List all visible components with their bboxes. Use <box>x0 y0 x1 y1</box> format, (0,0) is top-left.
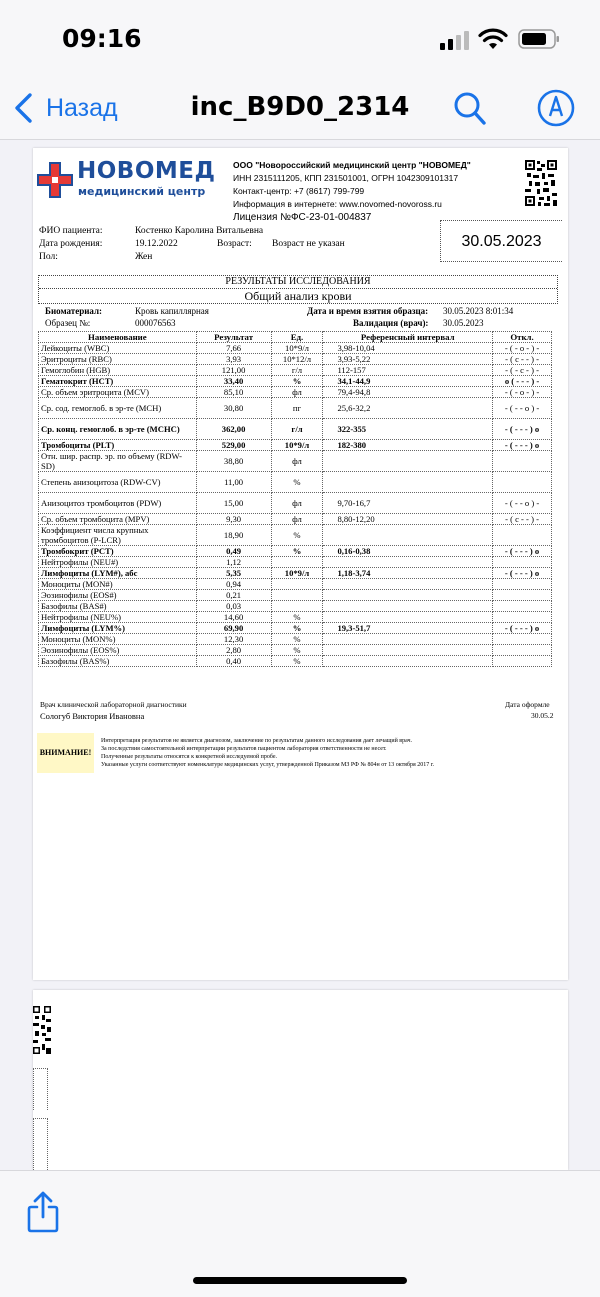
test-name: Моноциты (MON%) <box>39 634 197 645</box>
test-deviation: - ( - - - ) о <box>493 623 552 634</box>
test-unit <box>271 590 323 601</box>
test-deviation: - ( с - - ) - <box>493 354 552 365</box>
test-result: 15,00 <box>196 493 271 514</box>
test-unit: % <box>271 645 323 656</box>
test-unit: 10*9/л <box>271 440 323 451</box>
test-deviation <box>493 634 552 645</box>
warning-line: За последствия самостоятельной интерпретации результатов пациентом лаборатория ответственности не несет. <box>101 746 387 752</box>
table-row <box>39 525 552 546</box>
test-reference <box>323 634 493 645</box>
test-reference: 0,16-0,38 <box>323 546 493 557</box>
warning-line: Полученные результаты относятся к конкретной исследуемой пробе. <box>101 754 278 760</box>
warning-line: Интерпретация результатов не является диагнозом, заключение по результатам данного исследования дает лечащий врач. <box>101 738 413 744</box>
test-unit: фл <box>271 387 323 398</box>
wifi-icon <box>478 27 508 51</box>
test-name: Нейтрофилы (NEU%) <box>39 612 197 623</box>
test-result: 362,00 <box>196 419 271 440</box>
test-name: Гемоглобин (HGB) <box>39 365 197 376</box>
test-reference: 3,93-5,22 <box>323 354 493 365</box>
test-unit: 10*9/л <box>271 568 323 579</box>
test-name: Лимфоциты (LYM#), абс <box>39 568 197 579</box>
results-table <box>38 331 552 667</box>
test-deviation: - ( - с - ) - <box>493 365 552 376</box>
test-reference <box>323 451 493 472</box>
patient-dob: 19.12.2022 <box>135 239 178 249</box>
report-date: 30.05.2023 <box>440 220 562 262</box>
search-icon[interactable] <box>452 88 488 128</box>
test-reference: 9,70-16,7 <box>323 493 493 514</box>
sample-label: Образец №: <box>45 318 91 328</box>
test-unit: пг <box>271 398 323 419</box>
back-button[interactable] <box>12 90 118 126</box>
test-reference: 3,98-10,04 <box>323 343 493 354</box>
test-deviation: - ( - - о ) - <box>493 493 552 514</box>
document-title: inc_B9D0_2314 <box>190 92 410 122</box>
qr-code-icon <box>33 1006 51 1054</box>
document-page-1[interactable] <box>33 148 568 980</box>
form-date: 30.05.2 <box>531 711 554 720</box>
test-unit: фл <box>271 451 323 472</box>
test-unit: % <box>271 546 323 557</box>
test-name: Нейтрофилы (NEU#) <box>39 557 197 568</box>
org-ids: ИНН 2315111205, КПП 231501001, ОГРН 1042309101317 <box>233 173 459 183</box>
test-result: 2,80 <box>196 645 271 656</box>
table-row <box>39 612 552 623</box>
test-result: 7,66 <box>196 343 271 354</box>
patient-name-label: ФИО пациента: <box>39 226 103 236</box>
taken-label: Дата и время взятия образца: <box>307 306 429 316</box>
material-label: Биоматериал: <box>45 306 103 316</box>
test-reference: 34,1-44,9 <box>323 376 493 387</box>
taken-datetime: 30.05.2023 8:01:34 <box>443 306 514 316</box>
test-name: Лимфоциты (LYM%) <box>39 623 197 634</box>
markup-icon[interactable] <box>536 88 576 128</box>
test-result: 529,00 <box>196 440 271 451</box>
test-unit: % <box>271 623 323 634</box>
qr-code-icon <box>525 160 557 206</box>
status-time: 09:16 <box>62 24 142 53</box>
chevron-left-icon <box>12 92 34 124</box>
test-name: Отн. шир. распр. эр. по объему (RDW-SD) <box>39 451 197 472</box>
organization-info <box>233 159 471 224</box>
test-name: Эозинофилы (EOS#) <box>39 590 197 601</box>
table-row <box>39 634 552 645</box>
column-header-reference: Референсный интервал <box>323 332 493 343</box>
test-unit: % <box>271 612 323 623</box>
status-bar <box>0 0 600 80</box>
table-row <box>39 419 552 440</box>
table-row <box>39 568 552 579</box>
table-row <box>39 387 552 398</box>
test-deviation <box>493 601 552 612</box>
validation-date: 30.05.2023 <box>443 318 484 328</box>
test-deviation: - ( - - - ) о <box>493 568 552 579</box>
test-result: 12,30 <box>196 634 271 645</box>
test-deviation: - ( - о - ) - <box>493 343 552 354</box>
table-row <box>39 493 552 514</box>
table-row <box>39 472 552 493</box>
table-row <box>39 656 552 667</box>
doctor-role: Врач клинической лабораторной диагностики <box>40 700 187 709</box>
doctor-name: Сологуб Виктория Ивановна <box>40 711 145 721</box>
test-result: 5,35 <box>196 568 271 579</box>
test-deviation: - ( - - - ) о <box>493 440 552 451</box>
table-row <box>39 579 552 590</box>
empty-cell <box>33 1068 48 1110</box>
test-deviation <box>493 472 552 493</box>
test-name: Ср. сод. гемоглоб. в эр-те (MCH) <box>39 398 197 419</box>
test-unit: % <box>271 472 323 493</box>
test-unit: фл <box>271 493 323 514</box>
test-unit: % <box>271 656 323 667</box>
patient-name: Костенко Каролина Витальевна <box>135 226 264 236</box>
test-name: Ср. объем тромбоцита (MPV) <box>39 514 197 525</box>
patient-age-label: Возраст: <box>217 239 252 249</box>
test-result: 9,30 <box>196 514 271 525</box>
test-deviation <box>493 590 552 601</box>
table-header-row <box>39 332 552 343</box>
test-deviation <box>493 579 552 590</box>
test-reference <box>323 590 493 601</box>
test-deviation: - ( с - - ) - <box>493 514 552 525</box>
column-header-result: Результат <box>196 332 271 343</box>
test-result: 3,93 <box>196 354 271 365</box>
test-name: Гематокрит (HCT) <box>39 376 197 387</box>
table-row <box>39 376 552 387</box>
test-name: Ср. конц. гемоглоб. в эр-те (MCHC) <box>39 419 197 440</box>
validation-label: Валидация (врач): <box>353 318 429 328</box>
logo-subtitle: медицинский центр <box>78 185 206 198</box>
cellular-signal-icon <box>440 30 470 50</box>
patient-sex-label: Пол: <box>39 252 58 262</box>
warning-text <box>101 737 434 769</box>
form-date-label: Дата оформле <box>505 700 550 709</box>
table-row <box>39 365 552 376</box>
test-result: 18,90 <box>196 525 271 546</box>
medical-cross-icon <box>37 162 73 198</box>
patient-age: Возраст не указан <box>272 239 345 249</box>
test-reference <box>323 525 493 546</box>
table-row <box>39 451 552 472</box>
test-deviation: - ( - о - ) - <box>493 387 552 398</box>
test-deviation <box>493 612 552 623</box>
test-result: 0,94 <box>196 579 271 590</box>
results-heading <box>38 275 558 304</box>
clinic-logo <box>37 158 217 202</box>
test-name: Ср. объем эритроцита (MCV) <box>39 387 197 398</box>
test-unit <box>271 579 323 590</box>
test-reference <box>323 601 493 612</box>
org-name: ООО "Новороссийский медицинский центр "НОВОМЕД" <box>233 160 471 170</box>
table-row <box>39 354 552 365</box>
test-name: Степень анизоцитоза (RDW-CV) <box>39 472 197 493</box>
test-unit: % <box>271 376 323 387</box>
test-reference: 19,3-51,7 <box>323 623 493 634</box>
test-reference: 1,18-3,74 <box>323 568 493 579</box>
table-row <box>39 343 552 354</box>
test-reference: 79,4-94,8 <box>323 387 493 398</box>
test-result: 0,21 <box>196 590 271 601</box>
org-license: Лицензия №ФС-23-01-004837 <box>233 212 372 223</box>
test-unit: % <box>271 525 323 546</box>
table-row <box>39 623 552 634</box>
test-unit: фл <box>271 514 323 525</box>
material: Кровь капиллярная <box>135 306 209 316</box>
test-title: Общий анализ крови <box>244 289 352 303</box>
test-deviation <box>493 525 552 546</box>
back-label: Назад <box>46 93 118 122</box>
test-unit <box>271 557 323 568</box>
battery-icon <box>518 29 560 49</box>
table-row <box>39 590 552 601</box>
navigation-bar <box>0 80 600 140</box>
test-name: Эозинофилы (EOS%) <box>39 645 197 656</box>
table-row <box>39 440 552 451</box>
org-web: Информация в интернете: www.novomed-novoross.ru <box>233 199 442 209</box>
test-name: Эритроциты (RBC) <box>39 354 197 365</box>
patient-dob-label: Дата рождения: <box>39 239 103 249</box>
home-indicator[interactable] <box>193 1277 407 1284</box>
test-name: Тромбокрит (PCT) <box>39 546 197 557</box>
test-name: Коэффициент числа крупных тромбоцитов (P-LCR) <box>39 525 197 546</box>
table-row <box>39 546 552 557</box>
table-row <box>39 557 552 568</box>
test-deviation <box>493 557 552 568</box>
table-row <box>39 398 552 419</box>
test-deviation <box>493 645 552 656</box>
test-unit: г/л <box>271 419 323 440</box>
column-header-deviation: Откл. <box>493 332 552 343</box>
test-reference <box>323 557 493 568</box>
test-reference <box>323 612 493 623</box>
test-reference: 25,6-32,2 <box>323 398 493 419</box>
test-reference: 322-355 <box>323 419 493 440</box>
test-name: Тромбоциты (PLT) <box>39 440 197 451</box>
test-result: 85,10 <box>196 387 271 398</box>
test-deviation <box>493 451 552 472</box>
test-reference <box>323 579 493 590</box>
column-header-unit: Ед. <box>271 332 323 343</box>
document-page-2[interactable] <box>33 990 568 1170</box>
test-result: 121,00 <box>196 365 271 376</box>
test-reference <box>323 472 493 493</box>
test-result: 0,40 <box>196 656 271 667</box>
test-reference: 112-157 <box>323 365 493 376</box>
test-result: 1,12 <box>196 557 271 568</box>
test-deviation: - ( - - - ) о <box>493 419 552 440</box>
warning-line: Указанные услуги соответствуют номенклатуре медицинских услуг, утвержденной Приказом МЗ РФ № 804н от 13 октября 2017 г. <box>101 762 435 768</box>
column-header-name: Наименование <box>39 332 197 343</box>
test-reference: 8,80-12,20 <box>323 514 493 525</box>
test-name: Базофилы (BAS%) <box>39 656 197 667</box>
test-deviation: - ( - - о ) - <box>493 398 552 419</box>
test-result: 38,80 <box>196 451 271 472</box>
test-result: 30,80 <box>196 398 271 419</box>
test-result: 11,00 <box>196 472 271 493</box>
test-unit: % <box>271 634 323 645</box>
bottom-toolbar <box>0 1170 600 1297</box>
test-name: Лейкоциты (WBC) <box>39 343 197 354</box>
patient-sex: Жен <box>135 252 153 262</box>
warning-badge: ВНИМАНИЕ! <box>37 733 94 773</box>
sample-number: 000076563 <box>135 318 176 328</box>
test-name: Анизоцитоз тромбоцитов (PDW) <box>39 493 197 514</box>
test-deviation: о ( - - - ) - <box>493 376 552 387</box>
table-row <box>39 514 552 525</box>
test-name: Базофилы (BAS#) <box>39 601 197 612</box>
test-deviation: - ( - - - ) о <box>493 546 552 557</box>
test-reference <box>323 656 493 667</box>
test-unit: г/л <box>271 365 323 376</box>
test-result: 14,60 <box>196 612 271 623</box>
test-unit: 10*12/л <box>271 354 323 365</box>
test-result: 33,40 <box>196 376 271 387</box>
table-row <box>39 645 552 656</box>
test-reference <box>323 645 493 656</box>
test-unit: 10*9/л <box>271 343 323 354</box>
test-reference: 182-380 <box>323 440 493 451</box>
test-result: 0,03 <box>196 601 271 612</box>
org-phone: Контакт-центр: +7 (8617) 799-799 <box>233 186 365 196</box>
test-result: 0,49 <box>196 546 271 557</box>
table-row <box>39 601 552 612</box>
test-deviation <box>493 656 552 667</box>
test-result: 69,90 <box>196 623 271 634</box>
test-unit <box>271 601 323 612</box>
section-title: РЕЗУЛЬТАТЫ ИССЛЕДОВАНИЯ <box>39 276 557 289</box>
share-icon[interactable] <box>26 1191 60 1233</box>
empty-cell <box>33 1118 48 1170</box>
test-name: Моноциты (MON#) <box>39 579 197 590</box>
logo-name: НОВОМЕД <box>77 158 216 184</box>
